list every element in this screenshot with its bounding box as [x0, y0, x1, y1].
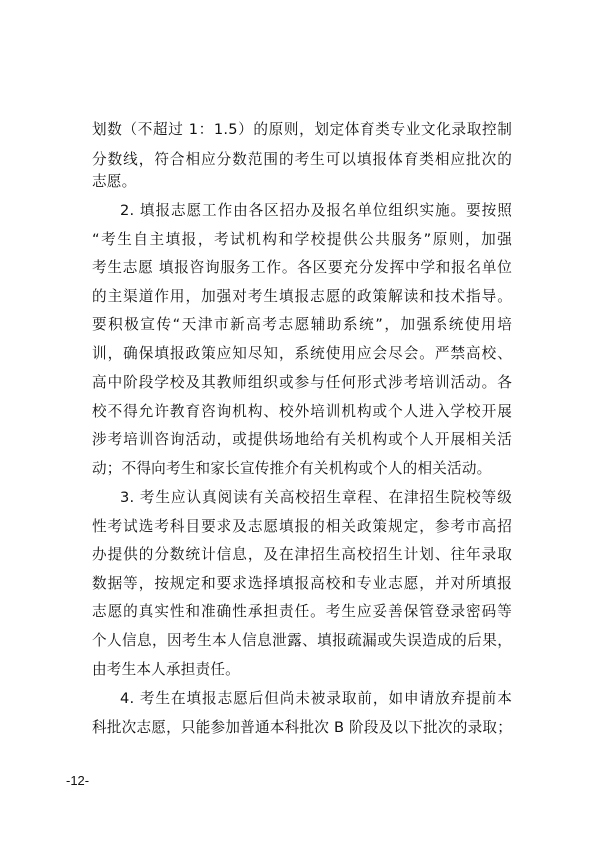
text-line: 分数线，符合相应分数范围的考生可以填报体育类相应批次的 [92, 151, 512, 168]
text-line: 训，确保填报政策应知尽知，系统使用应会尽会。严禁高校、 [92, 345, 512, 362]
paragraph-3-first-line: 3. 考生应认真阅读有关高校招生章程、在津招生院校等级 [120, 489, 512, 506]
text-line: 考生志愿 填报咨询服务工作。各区要充分发挥中学和报名单位 [92, 259, 512, 276]
paragraph-4-first-line: 4. 考生在填报志愿后但尚未被录取前，如申请放弃提前本 [120, 690, 512, 707]
text-line: 校不得允许教育咨询机构、校外培训机构或个人进入学校开展 [92, 403, 512, 420]
text-line: “考生自主填报，考试机构和学校提供公共服务”原则，加强 [92, 231, 512, 248]
text-line: 划数（不超过 1：1.5）的原则，划定体育类专业文化录取控制 [92, 121, 512, 138]
text-line: 个人信息，因考生本人信息泄露、填报疏漏或失误造成的后果， [92, 632, 512, 649]
text-line: 动；不得向考生和家长宣传推介有关机构或个人的相关活动。 [92, 460, 492, 477]
text-line: 数据等，按规定和要求选择填报高校和专业志愿，并对所填报 [92, 575, 512, 592]
paragraph-2-first-line: 2. 填报志愿工作由各区招办及报名单位组织实施。要按照 [120, 202, 512, 219]
text-line: 的主渠道作用，加强对考生填报志愿的政策解读和技术指导。 [92, 288, 512, 305]
text-line: 科批次志愿，只能参加普通本科批次 B 阶段及以下批次的录取； [92, 719, 512, 736]
text-line: 志愿的真实性和准确性承担责任。考生应妥善保管登录密码等 [92, 603, 512, 620]
text-line: 办提供的分数统计信息，及在津招生高校招生计划、往年录取 [92, 546, 512, 563]
text-line: 志愿。 [92, 173, 137, 190]
text-line: 要积极宣传“天津市新高考志愿辅助系统”，加强系统使用培 [92, 316, 512, 333]
text-line: 性考试选考科目要求及志愿填报的相关政策规定，参考市高招 [92, 518, 512, 535]
text-line: 由考生本人承担责任。 [92, 661, 240, 678]
text-line: 涉考培训咨询活动，或提供场地给有关机构或个人开展相关活 [92, 431, 512, 448]
text-line: 高中阶段学校及其教师组织或参与任何形式涉考培训活动。各 [92, 374, 512, 391]
page-number: -12- [66, 773, 90, 788]
